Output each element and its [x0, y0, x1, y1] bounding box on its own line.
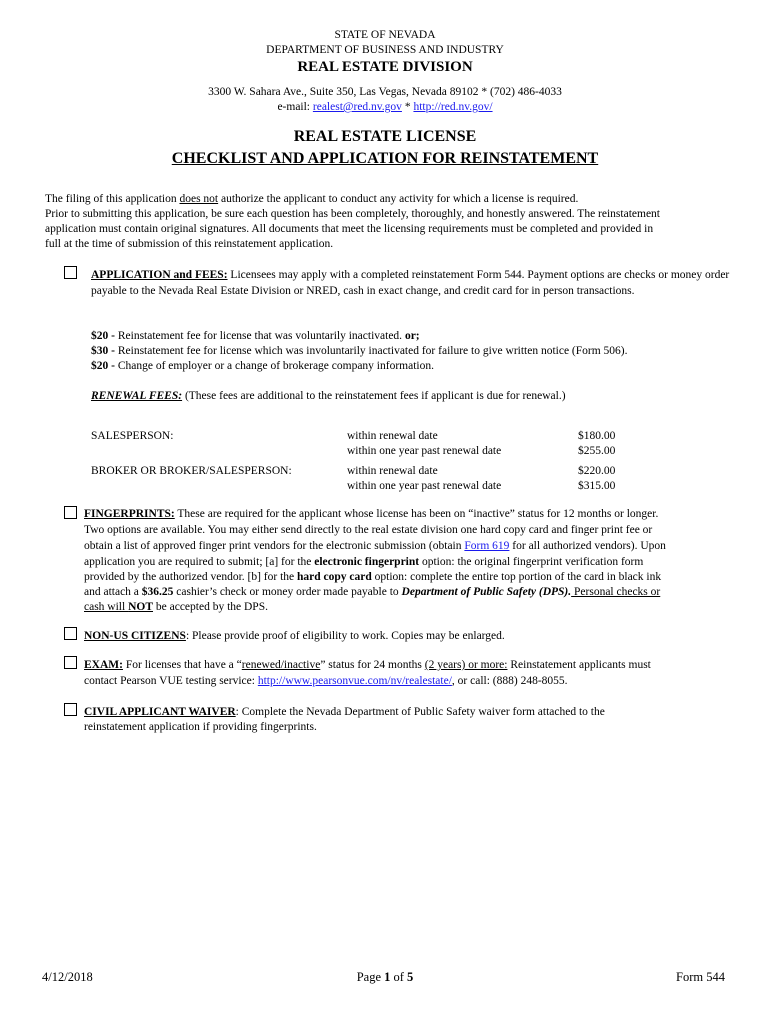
website-link[interactable]: http://red.nv.gov/: [413, 101, 493, 113]
header-contact: e-mail: realest@red.nv.gov * http://red.nv.gov/: [277, 101, 493, 113]
renewal-fees: RENEWAL FEES: (These fees are additional to the reinstatement fees if applicant is due for renewal.): [91, 390, 566, 402]
form-619-link[interactable]: Form 619: [464, 540, 510, 552]
fingerprints-l3: obtain a list of approved finger print vendors for the electronic submission (obtain Form 619 for all authorized vendors). Upon: [84, 540, 666, 552]
application-fees-checkbox[interactable]: [64, 266, 77, 279]
civil-waiver-checkbox[interactable]: [64, 703, 77, 716]
header-division: REAL ESTATE DIVISION: [297, 59, 473, 75]
header-state: STATE OF NEVADA: [334, 29, 436, 41]
fee-term: within renewal date: [347, 465, 438, 477]
intro-p2-l2: application must contain original signatures. All documents that meet the licensing requirements must be completed and provided in: [45, 223, 654, 235]
exam-l1: EXAM: For licenses that have a “renewed/inactive” status for 24 months (2 years) or more: Reinstatement applicants must: [84, 659, 651, 671]
fee-line-2: $30 - Reinstatement fee for license which was involuntarily inactivated for failure to give written notice (Form 506).: [91, 345, 628, 357]
fee-line-1: $20 - Reinstatement fee for license that was voluntarily inactivated. or;: [91, 330, 420, 342]
fee-amount: $220.00: [578, 465, 616, 477]
fee-amount: $255.00: [578, 445, 616, 457]
header-department: DEPARTMENT OF BUSINESS AND INDUSTRY: [266, 44, 504, 56]
fingerprints-l4: application you are required to submit; [a] for the electronic fingerprint option: the original fingerprint verification form: [84, 556, 644, 568]
application-fees-text: APPLICATION and FEES: Licensees may apply with a completed reinstatement Form 544. Payment options are checks or money order payable to the Nevada Real Estate Division or NRED, cash in exact change, and credit card for in person transactions.: [91, 269, 730, 297]
fee-amount: $180.00: [578, 430, 616, 442]
intro-p2-l3: full at the time of submission of this reinstatement application.: [45, 238, 334, 250]
intro-p1: The filing of this application does not authorize the applicant to conduct any activity for which a license is required.: [45, 193, 579, 205]
title-line1: REAL ESTATE LICENSE: [293, 128, 477, 145]
fingerprints-l2: Two options are available. You may either send directly to the real estate division one hard copy card and finger print fee or: [84, 524, 653, 536]
fee-amount: $315.00: [578, 480, 616, 492]
fee-term: within renewal date: [347, 430, 438, 442]
email-link[interactable]: realest@red.nv.gov: [312, 101, 402, 113]
header-address: 3300 W. Sahara Ave., Suite 350, Las Vegas, Nevada 89102 * (702) 486-4033: [208, 86, 562, 98]
fee-term: within one year past renewal date: [347, 445, 502, 457]
fee-term: within one year past renewal date: [347, 480, 502, 492]
intro-p2-l1: Prior to submitting this application, be sure each question has been completely, thoroughly, and honestly answered. The reinstatement: [45, 208, 660, 220]
fee-role-broker: BROKER OR BROKER/SALESPERSON:: [91, 465, 292, 477]
footer-date: 4/12/2018: [42, 970, 93, 984]
fingerprints-l5: provided by the authorized vendor. [b] for the hard copy card option: complete the entire top portion of the card in black ink: [84, 571, 662, 583]
exam-checkbox[interactable]: [64, 656, 77, 669]
title-line2: CHECKLIST AND APPLICATION FOR REINSTATEMENT: [171, 150, 599, 167]
pearson-vue-link[interactable]: http://www.pearsonvue.com/nv/realestate/: [257, 675, 452, 687]
footer-page: Page 1 of 5: [356, 970, 414, 984]
civil-waiver-l1: CIVIL APPLICANT WAIVER: Complete the Nevada Department of Public Safety waiver form attached to the: [84, 706, 605, 718]
non-us-citizens-checkbox[interactable]: [64, 627, 77, 640]
footer-form: Form 544: [676, 970, 725, 984]
fingerprints-l1: FINGERPRINTS: These are required for the applicant whose license has been on “inactive” status for 12 months or longer.: [84, 508, 659, 520]
non-us-citizens-text: NON-US CITIZENS: Please provide proof of eligibility to work. Copies may be enlarged.: [84, 630, 505, 642]
fingerprints-l7: cash will NOT be accepted by the DPS.: [84, 601, 268, 613]
fingerprints-l6: and attach a $36.25 cashier’s check or money order made payable to Department of Public Safety (DPS). Personal checks or: [84, 586, 661, 598]
exam-l2: contact Pearson VUE testing service: http://www.pearsonvue.com/nv/realestate/, or call: (888) 248-8055.: [84, 675, 568, 687]
fee-role-salesperson: SALESPERSON:: [91, 430, 174, 442]
civil-waiver-l2: reinstatement application if providing fingerprints.: [84, 721, 317, 733]
fingerprints-checkbox[interactable]: [64, 506, 77, 519]
fee-line-3: $20 - Change of employer or a change of brokerage company information.: [91, 360, 434, 372]
